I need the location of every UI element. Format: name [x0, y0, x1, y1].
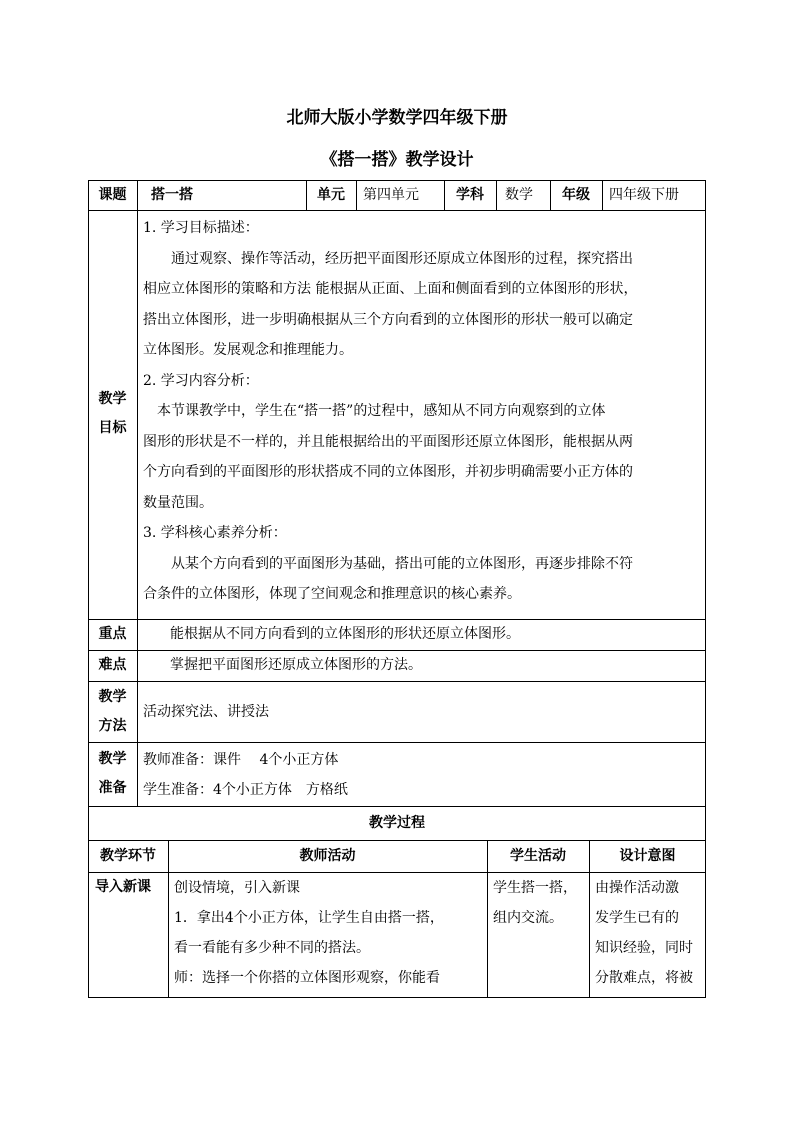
topic-label: 课题 [98, 187, 127, 203]
grade-value: 四年级下册 [609, 187, 679, 203]
row-divider [88, 619, 706, 620]
teacher-activity-line: 师：选择一个你搭的立体图形观察，你能看 [174, 970, 440, 986]
teacher-preparation: 教师准备：课件 4个小正方体 [143, 752, 339, 768]
column-divider [496, 180, 497, 210]
objectives-line: 3. 学科核心素养分析： [143, 525, 287, 541]
unit-label: 单元 [317, 187, 345, 203]
subject-label: 学科 [456, 187, 484, 203]
row-divider [88, 650, 706, 651]
row-divider [88, 681, 706, 682]
teacher-activity-line: 创设情境，引入新课 [174, 880, 300, 896]
objectives-line: 通过观察、操作等活动，经历把平面图形还原成立体图形的过程，探究搭出 [143, 250, 633, 267]
row-divider [88, 840, 706, 841]
design-intent-line: 由操作活动激 [595, 880, 679, 896]
document-subtitle: 《搭一搭》教学设计 [320, 150, 474, 170]
column-header-teacher: 教师活动 [299, 848, 356, 864]
document-title: 北师大版小学数学四年级下册 [286, 108, 508, 128]
key-point-label: 重点 [98, 626, 127, 642]
objectives-line: 2. 学习内容分析： [143, 372, 259, 389]
preparation-label: 教学 准备 [98, 751, 127, 796]
column-header-intent: 设计意图 [619, 848, 676, 864]
teacher-activity-cell [174, 873, 444, 993]
method-label: 教学 方法 [98, 689, 127, 734]
student-activity-cell [493, 873, 577, 933]
objectives-line: 个方向看到的平面图形的形状搭成不同的立体图形，并初步明确需要小正方体的 [143, 464, 633, 480]
row-divider [88, 742, 706, 743]
objectives-content [143, 213, 637, 610]
objectives-line: 相应立体图形的策略和方法 能根据从正面、上面和侧面看到的立体图形的形状， [143, 281, 638, 297]
objectives-line: 从某个方向看到的平面图形为基础，搭出可能的立体图形，再逐步排除不符 [143, 555, 633, 572]
row-divider [88, 210, 706, 211]
column-header-student: 学生活动 [510, 848, 566, 864]
objectives-line: 搭出立体图形，进一步明确根据从三个方向看到的立体图形的形状一般可以确定 [143, 311, 633, 328]
objectives-line: 1. 学习目标描述： [143, 220, 259, 236]
student-activity-line: 组内交流。 [493, 910, 563, 926]
design-intent-line: 知识经验，同时 [595, 940, 693, 956]
process-heading: 教学过程 [369, 815, 425, 831]
method-text: 活动探究法、讲授法 [143, 704, 269, 720]
difficulty-label: 难点 [98, 657, 127, 673]
subject-value: 数学 [505, 187, 533, 203]
column-divider [137, 180, 138, 806]
student-activity-line: 学生搭一搭， [493, 880, 577, 896]
stage-cell: 导入新课 [95, 879, 151, 895]
teacher-activity-line: 1．拿出4个小正方体，让学生自由搭一搭， [174, 910, 444, 926]
column-divider [356, 180, 357, 210]
student-preparation: 学生准备：4个小正方体 方格纸 [143, 782, 348, 798]
row-divider [88, 806, 706, 807]
objectives-label: 教学 目标 [98, 391, 127, 436]
column-header-stage: 教学环节 [100, 848, 156, 864]
column-divider [602, 180, 603, 210]
objectives-line: 数量范围。 [143, 494, 213, 511]
design-intent-line: 发学生已有的 [595, 910, 679, 926]
preparation-content [143, 745, 348, 805]
difficulty-text: 掌握把平面图形还原成立体图形的方法。 [170, 657, 422, 673]
key-point-text: 能根据从不同方向看到的立体图形的形状还原立体图形。 [170, 626, 520, 642]
objectives-line: 本节课教学中，学生在“搭一搭”的过程中，感知从不同方向观察到的立体 [143, 403, 606, 419]
grade-label: 年级 [562, 187, 590, 203]
objectives-line: 立体图形。发展观念和推理能力。 [143, 342, 353, 358]
topic-value: 搭一搭 [151, 187, 193, 203]
objectives-line: 图形的形状是不一样的，并且能根据给出的平面图形还原立体图形，能根据从两 [143, 433, 633, 450]
design-intent-cell [595, 873, 693, 993]
teacher-activity-line: 看一看能有多少种不同的搭法。 [174, 940, 370, 956]
objectives-line: 合条件的立体图形，体现了空间观念和推理意识的核心素养。 [143, 586, 521, 602]
unit-value: 第四单元 [363, 187, 419, 203]
design-intent-line: 分散难点，将被 [595, 970, 693, 986]
